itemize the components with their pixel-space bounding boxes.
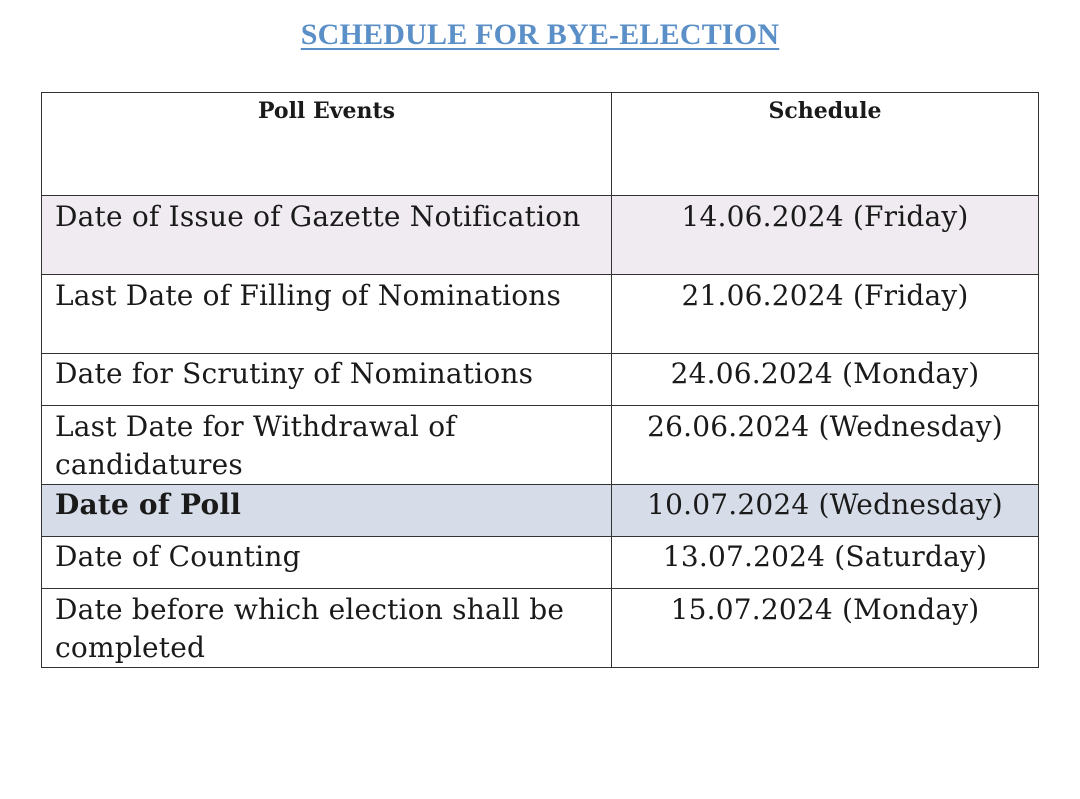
table-row bbox=[42, 354, 1039, 406]
schedule-table bbox=[41, 92, 1039, 668]
table-row bbox=[42, 537, 1039, 589]
header-schedule: Schedule bbox=[612, 93, 1039, 196]
event-cell: Date of Counting bbox=[42, 537, 612, 589]
event-cell: Date before which election shall be completed bbox=[42, 589, 612, 668]
event-cell: Date of Poll bbox=[42, 485, 612, 537]
schedule-cell: 13.07.2024 (Saturday) bbox=[612, 537, 1039, 589]
table-row bbox=[42, 406, 1039, 485]
page-title: SCHEDULE FOR BYE-ELECTION bbox=[300, 18, 780, 51]
event-cell: Last Date for Withdrawal of candidatures bbox=[42, 406, 612, 485]
event-cell: Last Date of Filling of Nominations bbox=[42, 275, 612, 354]
schedule-cell: 14.06.2024 (Friday) bbox=[612, 196, 1039, 275]
table-row bbox=[42, 275, 1039, 354]
table-row bbox=[42, 589, 1039, 668]
schedule-cell: 21.06.2024 (Friday) bbox=[612, 275, 1039, 354]
schedule-cell: 10.07.2024 (Wednesday) bbox=[612, 485, 1039, 537]
schedule-cell: 15.07.2024 (Monday) bbox=[612, 589, 1039, 668]
table-row-poll bbox=[42, 485, 1039, 537]
header-poll-events: Poll Events bbox=[42, 93, 612, 196]
table-header-row bbox=[42, 93, 1039, 196]
event-cell: Date for Scrutiny of Nominations bbox=[42, 354, 612, 406]
event-cell: Date of Issue of Gazette Notification bbox=[42, 196, 612, 275]
schedule-cell: 26.06.2024 (Wednesday) bbox=[612, 406, 1039, 485]
table-row bbox=[42, 196, 1039, 275]
schedule-cell: 24.06.2024 (Monday) bbox=[612, 354, 1039, 406]
